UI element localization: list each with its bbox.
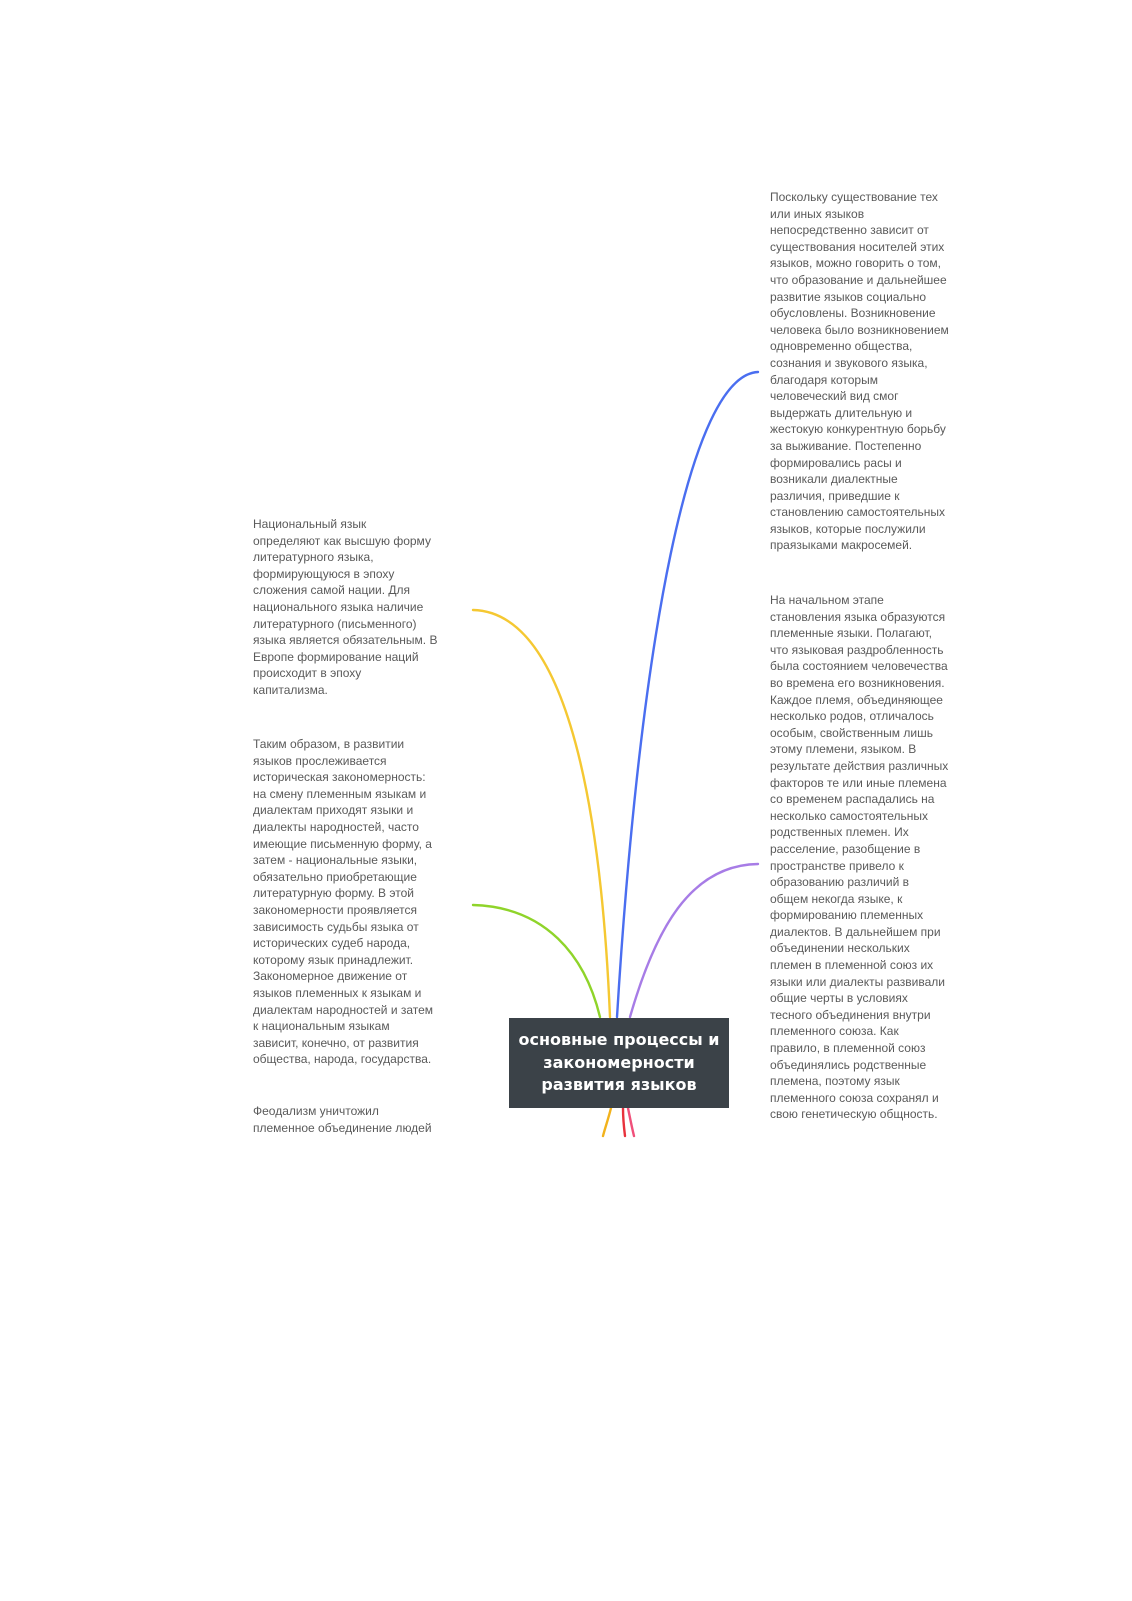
topic-text-line: литературную форму. В этой [253, 886, 414, 901]
topic-text-line: существования носителей этих [770, 239, 945, 254]
topic-text-line: языков, которые послужили [770, 521, 926, 536]
topic-text-line: человеческий вид смог [770, 389, 899, 404]
topic-text-line: языков прослеживается [253, 753, 387, 768]
topic-text-line: племенное объединение людей [253, 1120, 432, 1135]
topic-text-line: пространстве привело к [770, 858, 904, 873]
topic-text-line: праязыками макросемей. [770, 538, 913, 553]
topic-text-line: за выживание. Постепенно [770, 438, 922, 453]
topic-text-line: общие черты в условиях [770, 991, 908, 1006]
topic-text-line: племенные языки. Полагают, [770, 626, 932, 641]
topic-text-line: закономерности проявляется [253, 902, 418, 917]
topic-text-line: диалектам народностей и затем [253, 1002, 434, 1017]
topic-text-line: племенного союза. Как [770, 1024, 899, 1039]
topic-text-line: несколько родов, отличалось [770, 709, 934, 724]
topic-text-line: со временем распадались на [770, 792, 935, 807]
topic-text-line: зависимость судьбы языка от [253, 919, 419, 934]
topic-text-line: непосредственно зависит от [770, 223, 929, 238]
topic-tribal-languages [770, 592, 948, 1123]
topic-feudalism [253, 1103, 432, 1136]
topic-text-line: литературного языка, [253, 550, 374, 565]
topic-national-language [253, 516, 437, 699]
topic-text-line: или иных языков [770, 206, 865, 221]
topic-text-line: этому племени, языком. В [770, 742, 917, 757]
topic-text-line: факторов те или иные племена [770, 775, 947, 790]
topic-text-line: тесного объединения внутри [770, 1007, 931, 1022]
topic-text-line: обязательно приобретающие [253, 869, 417, 884]
topic-text-line: родственных племен. Их [770, 825, 909, 840]
topic-text-line: расселение, разобщение в [770, 841, 921, 856]
connector-national [473, 610, 610, 1017]
topic-text-line: Поскольку существование тех [770, 190, 938, 204]
topic-text-line: Европе формирование наций [253, 649, 419, 664]
topic-text-line: что образование и дальнейшее [770, 272, 947, 287]
topic-text-line: одновременно общества, [770, 339, 913, 354]
topic-text-line: На начальном этапе [770, 593, 884, 607]
topic-text-line: исторических судеб народа, [253, 936, 411, 951]
topic-text-line: объединялись родственные [770, 1057, 927, 1072]
topic-text-line: образованию различий в [770, 875, 910, 890]
topic-text-line: несколько самостоятельных [770, 808, 929, 823]
topic-text-line: языка является обязательным. В [253, 633, 438, 648]
topic-text-line: Национальный язык [253, 517, 367, 531]
topic-text-line: диалектов. В дальнейшем при [770, 924, 941, 939]
topic-text-line: развитие языков социально [770, 289, 927, 304]
topic-text-line: происходит в эпоху [253, 666, 362, 681]
topic-text-line: на смену племенным языкам и [253, 786, 427, 801]
topic-text-line: становлению самостоятельных [770, 505, 946, 520]
topic-text-line: правило, в племенной союз [770, 1041, 926, 1056]
topic-text-line: диалектам приходят языки и [253, 803, 414, 818]
topic-text-line: литературного (письменного) [253, 616, 417, 631]
topic-text-line: племенного союза сохранял и [770, 1090, 939, 1105]
topic-text-line: особым, свойственным лишь [770, 725, 933, 740]
topic-text-line: определяют как высшую форму [253, 533, 431, 548]
topic-text-line: Феодализм уничтожил [253, 1104, 379, 1118]
central-topic-line: закономерности [543, 1052, 695, 1072]
topic-text-line: Каждое племя, объединяющее [770, 692, 943, 707]
central-topic-line: основные процессы и [518, 1030, 720, 1050]
topic-text-line: сложения самой нации. Для [253, 583, 411, 598]
topic-text-line: человека было возникновением [770, 322, 949, 337]
topic-text-line: к национальным языкам [253, 1019, 390, 1034]
connector-stub-yellow [603, 1108, 611, 1136]
topic-text-line: Таким образом, в развитии [253, 737, 405, 751]
topic-text-line: затем - национальные языки, [253, 853, 418, 868]
topic-text-line: сознания и звукового языка, [770, 355, 928, 370]
topic-text-line: национального языка наличие [253, 599, 424, 614]
topic-text-line: которому язык принадлежит. [253, 952, 414, 967]
topic-text-line: общем некогда языке, к [770, 891, 903, 906]
topic-text-line: имеющие письменную форму, а [253, 836, 432, 851]
central-topic-line: развития языков [541, 1075, 697, 1095]
topic-text-line: обусловлены. Возникновение [770, 306, 936, 321]
connector-tribal [630, 864, 758, 1017]
topic-text-line: племена, поэтому язык [770, 1074, 900, 1089]
connector-regularity [473, 905, 600, 1017]
topic-text-line: историческая закономерность: [253, 770, 426, 785]
topic-text-line: формирующуюся в эпоху [253, 566, 395, 581]
topic-text-line: формировались расы и [770, 455, 902, 470]
topic-text-line: языков племенных к языкам и [253, 985, 422, 1000]
topic-text-line: языки или диалекты развивали [770, 974, 945, 989]
topic-text-line: общества, народа, государства. [253, 1052, 432, 1067]
topic-text-line: возникали диалектные [770, 472, 898, 487]
connector-stub-pink [628, 1108, 634, 1136]
topic-text-line: Закономерное движение от [253, 969, 408, 984]
topic-text-line: становления языка образуются [770, 609, 946, 624]
topic-text-line: различия, приведшие к [770, 488, 900, 503]
topic-historical-regularity [253, 736, 433, 1068]
topic-text-line: объединении нескольких [770, 941, 910, 956]
topic-text-line: была состоянием человечества [770, 659, 948, 674]
topic-text-line: племен в племенной союз их [770, 958, 934, 973]
topic-text-line: выдержать длительную и [770, 405, 913, 420]
topic-text-line: диалекты народностей, часто [253, 819, 419, 834]
topic-language-origin [770, 189, 949, 554]
topic-text-line: языков, можно говорить о том, [770, 256, 941, 271]
topic-text-line: что языковая раздробленность [770, 642, 944, 657]
topic-text-line: свою генетическую общность. [770, 1107, 938, 1122]
topic-text-line: благодаря которым [770, 372, 878, 387]
connector-origin [617, 372, 758, 1017]
central-topic[interactable] [509, 1018, 729, 1108]
connector-stub-red [623, 1108, 625, 1136]
topic-text-line: результате действия различных [770, 758, 949, 773]
topic-text-line: жестокую конкурентную борьбу [770, 422, 946, 437]
topic-text-line: капитализма. [253, 682, 328, 697]
topic-text-line: во времена его возникновения. [770, 675, 945, 690]
topic-text-line: зависит, конечно, от развития [253, 1035, 419, 1050]
topic-text-line: формированию племенных [770, 908, 924, 923]
